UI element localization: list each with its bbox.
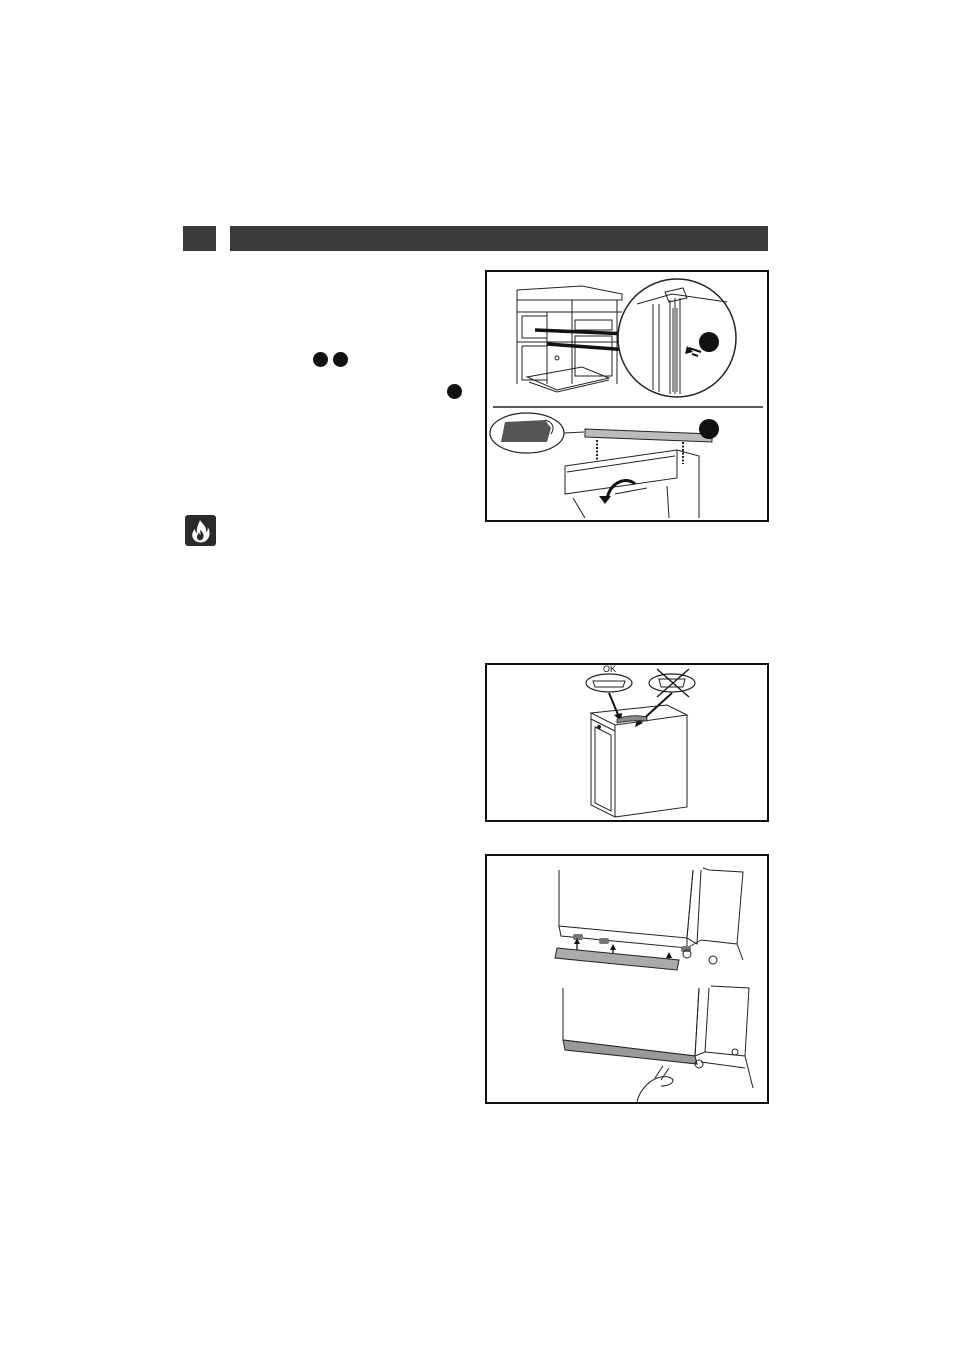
callout-marker-1	[313, 352, 328, 367]
figure-plinth-installation	[485, 854, 769, 1104]
section-number-block	[183, 226, 216, 251]
fire-warning-icon	[185, 515, 216, 546]
callout-marker-3	[447, 384, 462, 399]
figure-door-installation	[485, 270, 769, 522]
ok-label: OK	[603, 665, 617, 674]
callout-marker-2	[333, 352, 348, 367]
section-title-bar	[230, 226, 768, 251]
figure-top-clearance	[485, 663, 769, 822]
